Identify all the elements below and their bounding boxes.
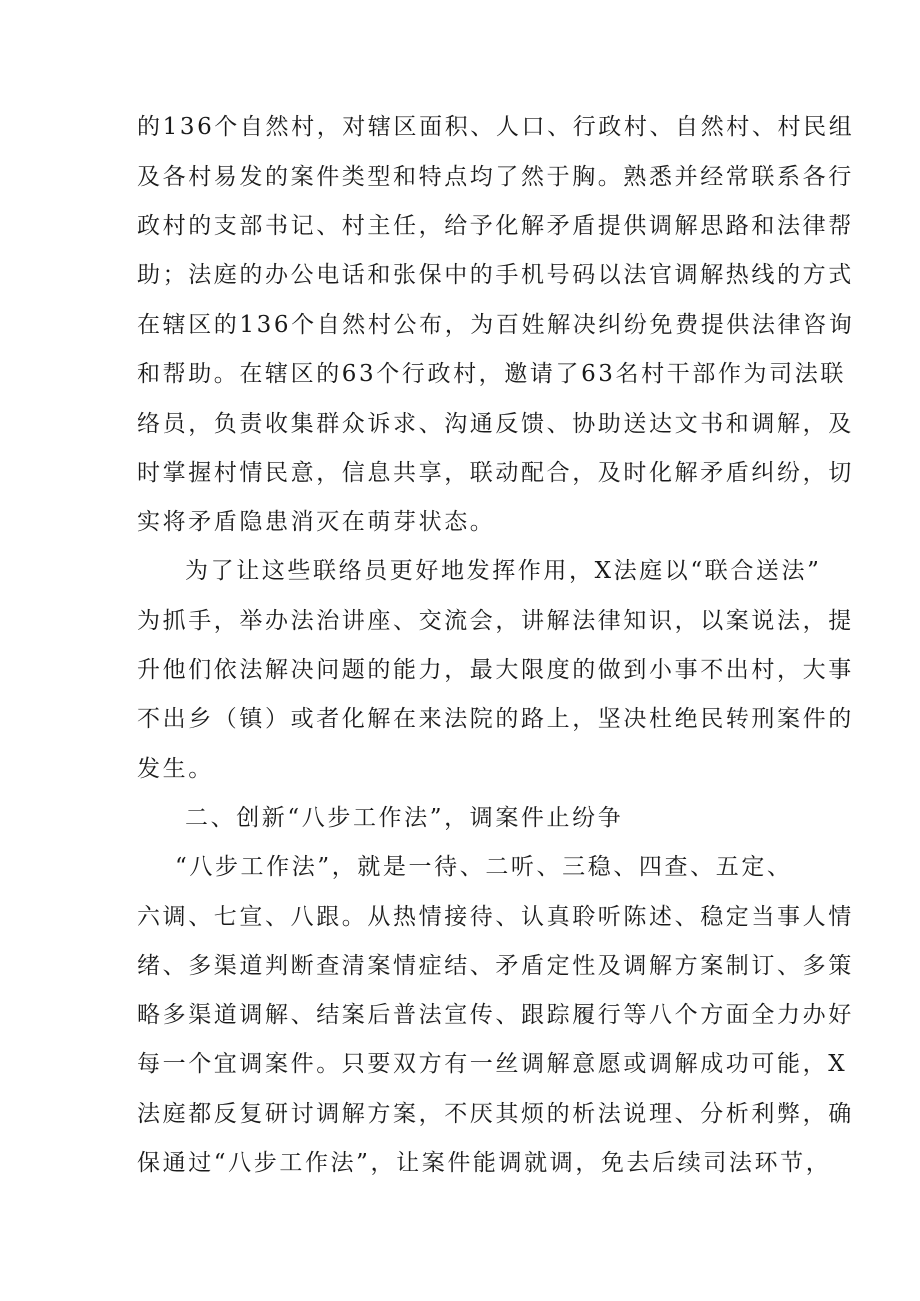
text-line: 不出乡（镇）或者化解在来法院的路上，坚决杜绝民转刑案件的	[137, 706, 854, 732]
text-line: 为了让这些联络员更好地发挥作用，X法庭以“联合送法”	[185, 558, 822, 584]
text-line: 助；法庭的办公电话和张保中的手机号码以法官调解热线的方式	[137, 262, 854, 288]
text-line: 政村的支部书记、村主任，给予化解矛盾提供调解思路和法律帮	[137, 213, 854, 239]
text-line: 时掌握村情民意，信息共享，联动配合，及时化解矛盾纠纷，切	[137, 460, 854, 486]
text-line: 的136个自然村，对辖区面积、人口、行政村、自然村、村民组	[137, 114, 855, 140]
text-line: 六调、七宣、八跟。从热情接待、认真聆听陈述、稳定当事人情	[137, 904, 854, 930]
text-line: 在辖区的136个自然村公布，为百姓解决纠纷免费提供法律咨询	[137, 312, 855, 338]
text-line: “八步工作法”，就是一待、二听、三稳、四查、五定、	[175, 854, 793, 880]
text-line: 络员，负责收集群众诉求、沟通反馈、协助送达文书和调解，及	[137, 411, 854, 437]
text-line: 保通过“八步工作法”，让案件能调就调，免去后续司法环节，	[137, 1150, 832, 1176]
text-line: 为抓手，举办法治讲座、交流会，讲解法律知识，以案说法，提	[137, 608, 854, 634]
text-line: 和帮助。在辖区的63个行政村，邀请了63名村干部作为司法联	[137, 361, 846, 387]
text-line: 略多渠道调解、结案后普法宣传、跟踪履行等八个方面全力办好	[137, 1002, 854, 1028]
text-line: 发生。	[137, 756, 214, 782]
text-line: 升他们依法解决问题的能力，最大限度的做到小事不出村，大事	[137, 657, 854, 683]
section-heading: 二、创新“八步工作法”，调案件止纷争	[185, 805, 624, 831]
text-line: 绪、多渠道判断查清案情症结、矛盾定性及调解方案制订、多策	[137, 953, 854, 979]
text-line: 及各村易发的案件类型和特点均了然于胸。熟悉并经常联系各行	[137, 164, 854, 190]
text-line: 实将矛盾隐患消灭在萌芽状态。	[137, 509, 496, 535]
text-line: 每一个宜调案件。只要双方有一丝调解意愿或调解成功可能，X	[137, 1051, 848, 1077]
text-line: 法庭都反复研讨调解方案，不厌其烦的析法说理、分析利弊，确	[137, 1101, 854, 1127]
